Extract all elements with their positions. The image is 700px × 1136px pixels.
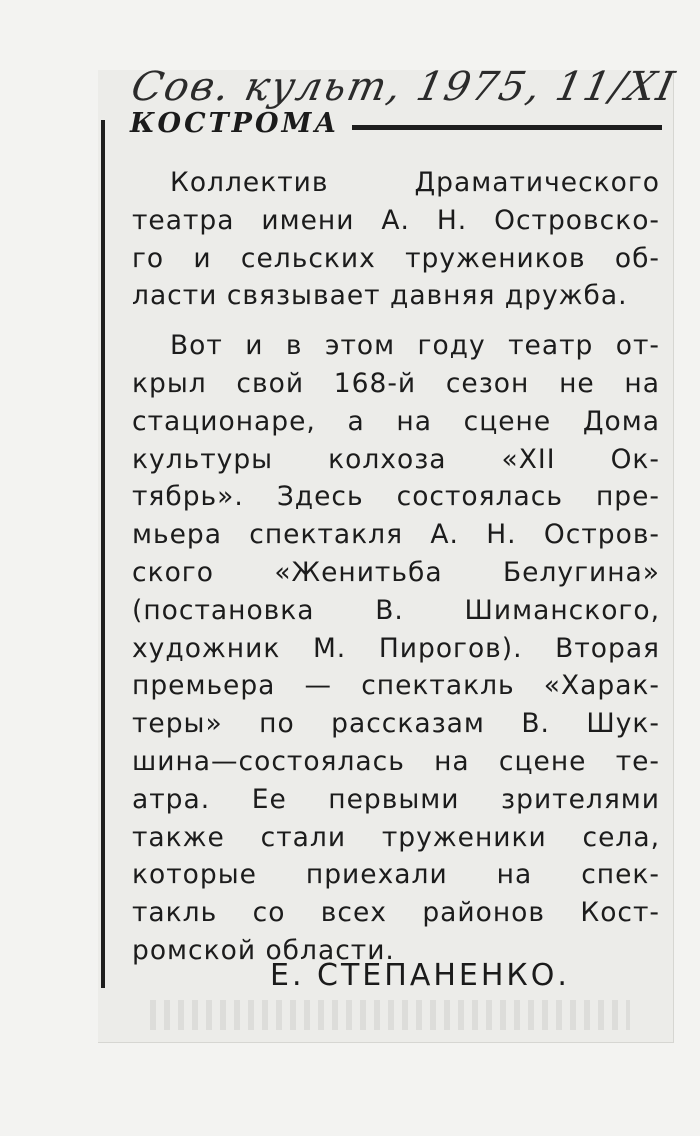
text-line: которые приехали на спек- xyxy=(132,859,660,891)
text-line: премьера — спектакль «Харак- xyxy=(132,670,660,702)
author-signature: Е. СТЕПАНЕНКО. xyxy=(270,958,570,993)
text-line: Коллектив Драматического xyxy=(170,167,660,198)
text-line: также стали труженики села, xyxy=(132,821,660,853)
text-line: ского «Женитьба Белугина» xyxy=(132,556,660,588)
handwritten-note-text: Сов. культ, 1975, 11/XI xyxy=(127,64,680,110)
text-line: (постановка В. Шиманского, xyxy=(132,594,660,626)
paragraph-2 xyxy=(132,327,660,970)
text-line: художник М. Пирогов). Вторая xyxy=(132,632,660,664)
text-line: мьера спектакля А. Н. Остров- xyxy=(132,519,660,551)
text-line: Вот и в этом году театр от- xyxy=(170,330,660,362)
text-line: такль со всех районов Кост- xyxy=(132,897,660,929)
text-line: ласти связывает давняя дружба. xyxy=(132,280,628,312)
paragraph-gap xyxy=(132,315,660,327)
text-line: го и сельских тружеников об- xyxy=(132,242,660,274)
text-line: стационаре, а на сцене Дома xyxy=(132,405,660,437)
text-line: теры» по рассказам В. Шук- xyxy=(132,708,660,740)
text-line: театра имени А. Н. Островско- xyxy=(132,204,660,236)
text-line: тябрь». Здесь состоялась пре- xyxy=(132,481,660,513)
text-line: крыл свой 168-й сезон не на xyxy=(132,367,660,399)
left-column-rule xyxy=(101,120,105,988)
text-line: ромской области. xyxy=(132,934,395,966)
article-body xyxy=(132,164,660,970)
text-line: шина—состоялась на сцене те- xyxy=(132,745,660,777)
text-line: атра. Ее первыми зрителями xyxy=(132,783,660,815)
paragraph-1 xyxy=(132,164,660,315)
heading-rule xyxy=(352,125,662,130)
city-title: КОСТРОМА xyxy=(130,108,340,139)
text-line: культуры колхоза «XII Ок- xyxy=(132,443,660,475)
article-heading xyxy=(130,108,665,144)
print-bleed-through xyxy=(150,1000,630,1030)
